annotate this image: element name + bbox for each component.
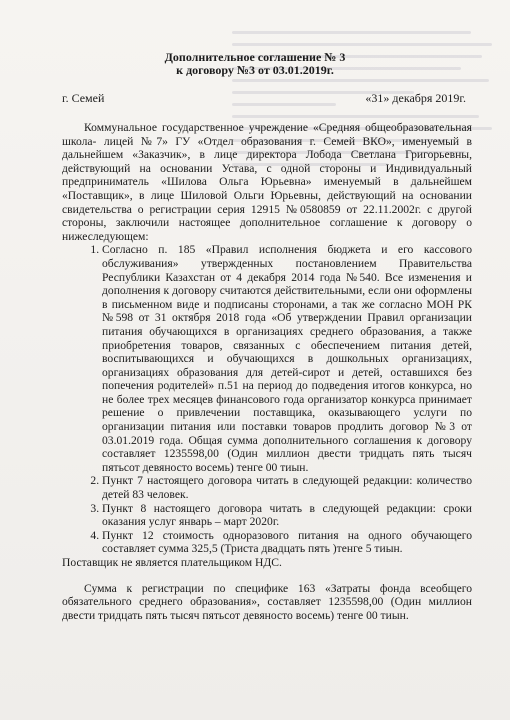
place: г. Семей [62, 91, 105, 105]
document-body [62, 121, 472, 622]
vat-note: Поставщик не является плательщиком НДС. [62, 556, 282, 569]
list-item: 4. Пункт 12 стоимость одноразового питания на одного обучающего составляет сумма 325,5 (Триста двадцать пять )тенге 5 тиын. [102, 529, 472, 556]
summary-paragraph: Сумма к регистрации по специфике 163 «Затраты фонда всеобщего обязательного среднего образования», составляет 1235598,00 (Один миллион двести тридцать пять тысяч пятьсот девяносто восемь) тенге 00 тиын. [62, 581, 472, 622]
list-item: 3. Пункт 8 настоящего договора читать в следующей редакции: сроки оказания услуг январь – март 2020г. [102, 502, 472, 529]
document-title: Дополнительное соглашение № 3 [164, 50, 346, 64]
document-date: «31» декабря 2019г. [365, 91, 466, 105]
preamble-paragraph: Коммунальное государственное учреждение «Средняя общеобразовательная школа- лицей №7» ГУ «Отдел образования г. Семей ВКО», именуемый в дальнейшем «Заказчик», в лице директора Лобода Светлана Григорьевны, действующий на основании Устава, с одной стороны и Индивидуальный предприниматель «Шилова Ольга Юрьевна» именуемый в дальнейшем «Поставщик», в лице Шиловой Ольги Юрьевны, действующий на основании свидетельства о регистрации серия 12915 №0580859 от 22.11.2002г. с другой стороны, заключили настоящее дополнительное соглашение к договору о нижеследующем: [62, 121, 472, 243]
list-item: 2. Пункт 7 настоящего договора читать в следующей редакции: количество детей 83 человек. [102, 474, 472, 501]
document-subtitle: к договору №3 от 03.01.2019г. [176, 63, 334, 77]
numbered-list [62, 243, 472, 556]
list-item: 1. Согласно п. 185 «Правил исполнения бюджета и его кассового обслуживания» утвержденных постановлением Правительства Республики Казахстан от 4 декабря 2014 года №540. Все изменения и дополнения к договору считаются действительными, если они оформлены в письменном виде и подписаны сторонами, а так же согласно МОН РК №598 от 31 октября 2018 года «Об утверждении Правил организации питания обучающихся в организациях среднего образования, а также приобретения товаров, связанных с обеспечением питания детей, воспитывающихся и обучающихся в дошкольных организациях, организациях образования для детей-сирот и детей, оставшихся без попечения родителей» п.51 на период до подведения итогов конкурса, но не более трех месяцев финансового года организатор конкурса принимает решение о привлечении поставщика, оказывающего услуги по организации питания или поставки товаров продлить договор №3 от 03.01.2019 года. Общая сумма дополнительного соглашения к договору составляет 1235598,00 (Один миллион двести тридцать пять тысяч пятьсот девяносто восемь) тенге 00 тиын. [102, 243, 472, 474]
